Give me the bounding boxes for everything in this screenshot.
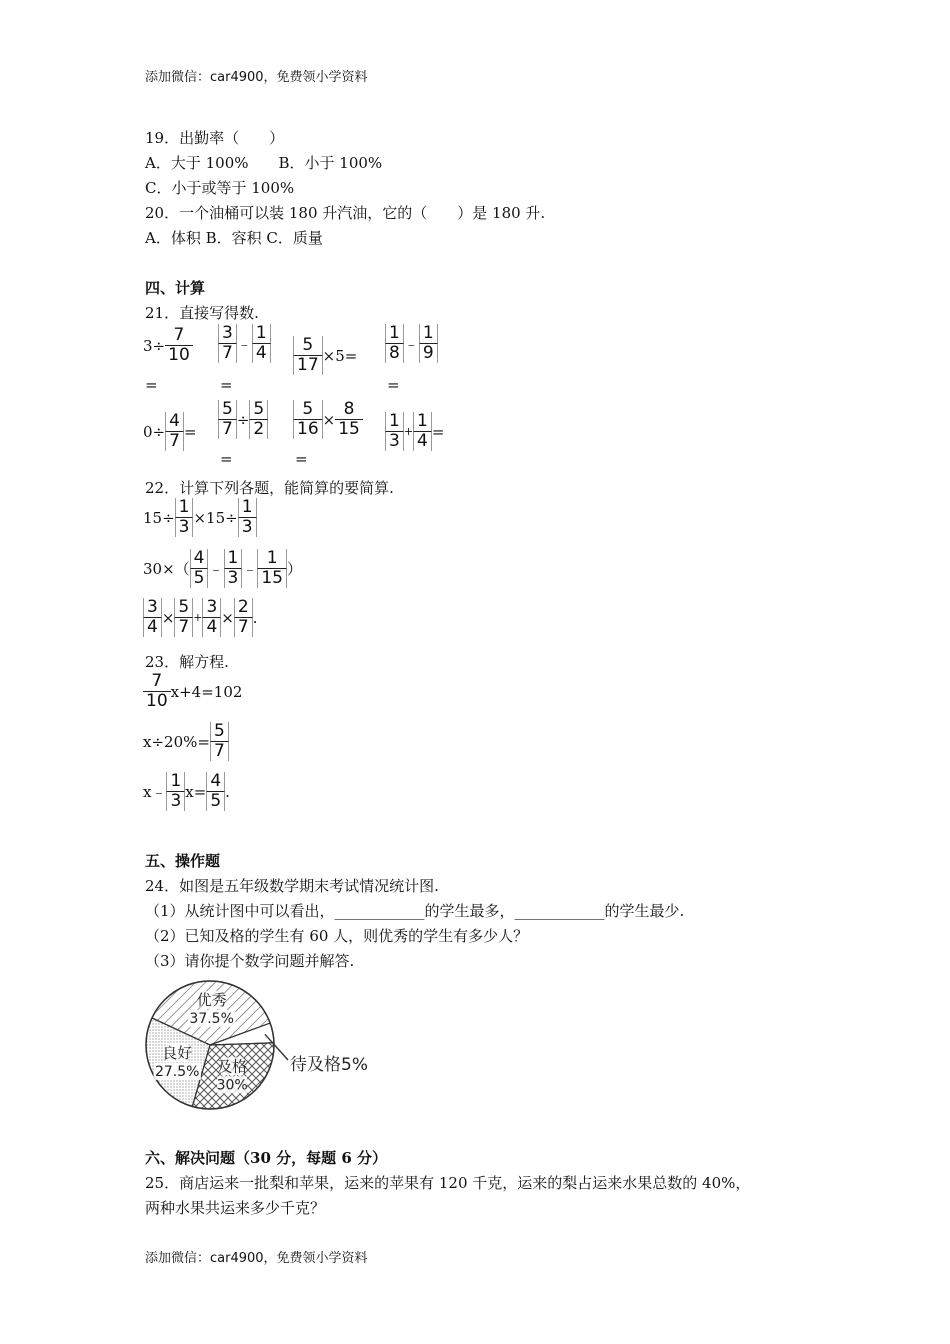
q22-b [143,549,302,588]
calc-r2-b [218,400,268,439]
q23-c [143,772,230,811]
fraction [190,549,209,588]
numerator: 5 [218,400,237,420]
numerator: 1 [238,498,257,518]
numerator: 1 [175,498,194,518]
numerator: 3 [218,324,237,344]
expr-text: x﹣ [143,783,167,801]
fraction [419,324,438,363]
times-sign: × [322,410,336,429]
expr-text: 30×（ [143,560,190,578]
numerator: 1 [385,324,404,344]
numerator: 5 [210,722,229,742]
numerator: 1 [413,412,432,432]
q25-line2: 两种水果共运来多少千克？ [145,1199,326,1217]
denominator: 3 [224,569,243,588]
fraction [143,672,171,711]
calc-r1-a [143,326,193,365]
expr-text: . [252,608,258,627]
fraction [385,324,404,363]
expr-text: . [225,782,230,801]
calc-r1-b-eq: = [220,376,233,394]
page-footer: 添加微信：car4900，免费领小学资料 [145,1251,368,1266]
q19-options-ab: A．大于 100% B．小于 100% [145,154,383,172]
numerator: 4 [165,412,184,432]
denominator: 4 [252,344,271,363]
denominator: 7 [218,420,237,439]
calc-r1-a-pre: 3÷ [143,336,166,355]
fraction [165,326,193,365]
pie-chart [140,978,390,1118]
numerator: 8 [335,400,363,420]
minus-sign: ﹣ [208,560,224,578]
numerator: 5 [249,400,268,420]
calc-r2-c [293,400,363,439]
calc-r2-a-pre: 0÷ [143,422,166,441]
fraction [234,598,253,637]
q24-sub3: （3）请你提个数学问题并解答. [145,952,355,970]
fraction [218,400,237,439]
calc-r1-b [218,324,271,363]
denominator: 3 [166,792,185,811]
numerator: 4 [206,772,225,792]
numerator: 4 [190,549,209,569]
numerator: 1 [385,412,404,432]
numerator: 1 [419,324,438,344]
minus-sign: ﹣ [236,335,252,353]
calc-r2-b-eq: = [220,450,233,468]
calc-r2-d [385,412,444,451]
q23-stem: 23．解方程. [145,653,229,671]
times-sign: × [161,608,175,627]
denominator: 4 [143,618,162,637]
calc-r2-a [143,412,197,451]
numerator: 5 [174,598,193,618]
plus-sign: + [403,425,414,438]
expr-text: x+4=102 [170,682,243,701]
fraction [335,400,363,439]
section-5-title: 五、操作题 [145,852,221,870]
numerator: 2 [234,598,253,618]
denominator: 7 [218,344,237,363]
numerator: 7 [143,672,171,692]
fraction [224,549,243,588]
fraction [413,412,432,451]
fraction [293,336,323,375]
fraction [175,498,194,537]
pie-label-value: 37.5% [189,1011,234,1028]
fraction [174,598,193,637]
minus-sign: ﹣ [403,335,419,353]
q19-stem: 19．出勤率（ ） [145,129,285,147]
numerator: 1 [257,549,287,569]
numerator: 5 [293,400,323,420]
minus-sign: ﹣ [242,560,258,578]
q23-a [143,672,242,711]
fraction [165,412,184,451]
divide-sign: ÷ [236,410,250,429]
equals-sign: = [183,422,197,441]
q20-stem: 20．一个油桶可以装 180 升汽油，它的（ ）是 180 升. [145,204,546,222]
denominator: 4 [413,432,432,451]
fraction [385,412,404,451]
denominator: 4 [202,618,221,637]
calc-r1-c-post: ×5= [322,346,358,365]
q25-line1: 25．商店运来一批梨和苹果，运来的苹果有 120 千克，运来的梨占运来水果总数的 40%， [145,1174,751,1192]
q20-options: A．体积 B．容积 C．质量 [145,229,323,247]
denominator: 15 [257,569,287,588]
denominator: 2 [249,420,268,439]
pie-label-category: 良好 [162,1043,193,1062]
q23-b [143,722,229,761]
calc-r1-a-eq: = [145,376,158,394]
fraction [143,598,162,637]
pie-label-value: 30% [216,1077,248,1094]
pie-label-category: 及格 [217,1057,248,1076]
q24-sub2: （2）已知及格的学生有 60 人，则优秀的学生有多少人？ [145,927,529,945]
denominator: 16 [293,420,323,439]
expr-text: 15÷ [143,508,175,527]
expr-text: ） [286,560,302,578]
expr-text: x÷20%= [143,732,210,751]
fraction [252,324,271,363]
calc-r1-c [293,336,357,375]
q22-a [143,498,257,537]
section-6-title: 六、解决问题（30 分，每题 6 分） [145,1149,387,1167]
page-header: 添加微信：car4900，免费领小学资料 [145,70,368,85]
plus-sign: + [193,611,203,624]
numerator: 1 [166,772,185,792]
q24-sub1: （1）从统计图中可以看出，____________的学生最多，____________的学生最少. [145,902,685,920]
denominator: 3 [238,518,257,537]
q21-stem: 21．直接写得数. [145,304,259,322]
pie-label-value: 27.5% [154,1063,200,1080]
equals-sign: = [431,422,445,441]
denominator: 7 [165,432,184,451]
pie-label-category: 优秀 [196,991,227,1010]
times-sign: × [221,608,234,627]
pie-label-outside: 待及格5% [290,1055,368,1075]
calc-r1-d-eq: = [387,376,400,394]
expr-text: x= [185,782,207,801]
numerator: 7 [165,326,193,346]
numerator: 5 [293,336,323,356]
numerator: 3 [143,598,162,618]
fraction [210,722,229,761]
fraction [257,549,287,588]
denominator: 7 [234,618,253,637]
denominator: 5 [190,569,209,588]
denominator: 10 [168,345,190,365]
numerator: 1 [252,324,271,344]
denominator: 8 [385,344,404,363]
denominator: 15 [338,419,360,439]
denominator: 7 [174,618,193,637]
calc-r2-c-eq: = [295,450,308,468]
denominator: 10 [146,691,168,711]
fraction [166,772,185,811]
numerator: 1 [224,549,243,569]
fraction [218,324,237,363]
fraction [202,598,221,637]
calc-r1-d [385,324,438,363]
q19-option-c: C．小于或等于 100% [145,179,295,197]
denominator: 3 [385,432,404,451]
fraction [249,400,268,439]
fraction [206,772,225,811]
fraction [293,400,323,439]
denominator: 17 [293,356,323,375]
q24-stem: 24．如图是五年级数学期末考试情况统计图. [145,877,439,895]
denominator: 5 [206,792,225,811]
fraction [238,498,257,537]
numerator: 3 [202,598,221,618]
expr-text: ×15÷ [193,508,238,527]
q22-c [143,598,257,637]
denominator: 9 [419,344,438,363]
denominator: 7 [210,742,229,761]
denominator: 3 [175,518,194,537]
q22-stem: 22．计算下列各题，能简算的要简算. [145,479,394,497]
section-4-title: 四、计算 [145,279,206,297]
